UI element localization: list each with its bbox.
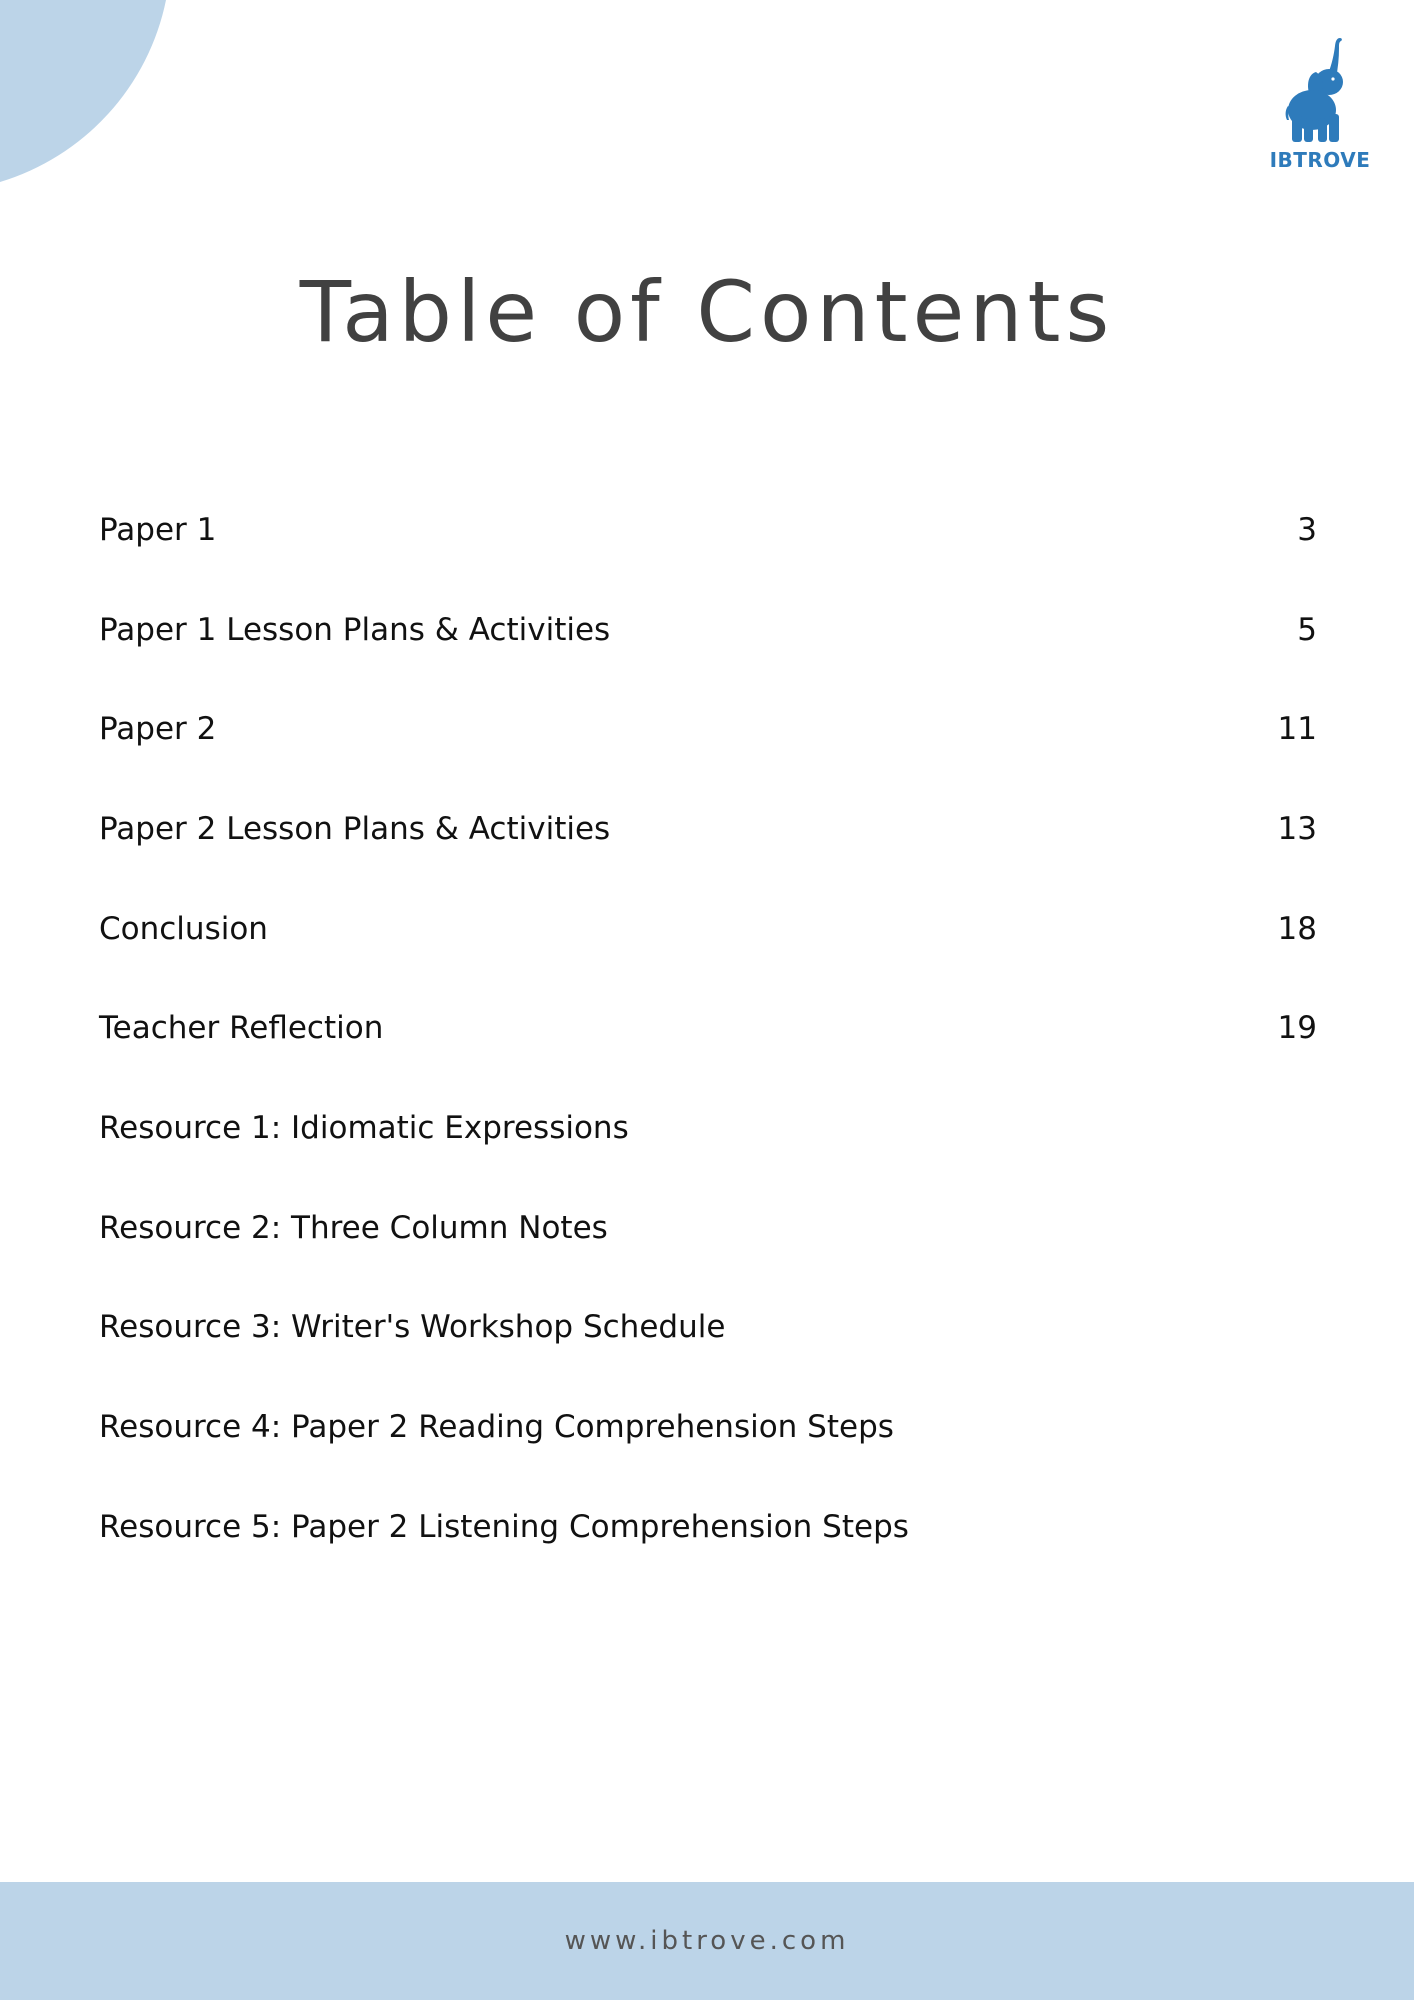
toc-entry-label: Paper 2 Lesson Plans & Activities [99,810,611,847]
toc-entry[interactable] [99,580,1317,680]
logo-wordmark: IBTROVE [1269,148,1371,172]
toc-entry-page: 13 [1277,810,1317,847]
page-title: Table of Contents [299,263,1115,361]
toc-entry[interactable] [99,1078,1317,1178]
toc-entry[interactable] [99,1178,1317,1278]
toc-entry-label: Resource 4: Paper 2 Reading Comprehension Steps [99,1409,894,1446]
toc-entry-page: 11 [1277,711,1317,748]
toc-entry-label: Paper 1 [99,511,217,548]
toc-entry-page: 3 [1297,511,1317,548]
toc-entry-label: Paper 2 [99,711,217,748]
toc-entry[interactable] [99,779,1317,879]
toc-entry-page: 19 [1277,1010,1317,1047]
corner-decoration [0,0,200,200]
brand-logo [1262,34,1378,170]
toc-list [99,480,1317,1577]
toc-entry-label: Teacher Reflection [99,1010,384,1047]
toc-entry-label: Resource 3: Writer's Workshop Schedule [99,1309,726,1346]
footer-band [0,1882,1414,2000]
toc-entry[interactable] [99,480,1317,580]
footer-website-link[interactable]: www.ibtrove.com [564,1926,850,1956]
toc-entry-label: Resource 5: Paper 2 Listening Comprehension Steps [99,1508,909,1545]
toc-entry[interactable] [99,978,1317,1078]
toc-entry-label: Resource 1: Idiomatic Expressions [99,1109,629,1146]
toc-entry-label: Paper 1 Lesson Plans & Activities [99,611,611,648]
elephant-icon [1284,34,1356,146]
toc-entry-label: Resource 2: Three Column Notes [99,1209,608,1246]
toc-entry[interactable] [99,1377,1317,1477]
toc-entry[interactable] [99,1477,1317,1577]
toc-entry-page: 18 [1277,910,1317,947]
toc-entry-label: Conclusion [99,910,268,947]
toc-entry[interactable] [99,679,1317,779]
toc-entry-page: 5 [1297,611,1317,648]
toc-entry[interactable] [99,1278,1317,1378]
toc-entry[interactable] [99,879,1317,979]
